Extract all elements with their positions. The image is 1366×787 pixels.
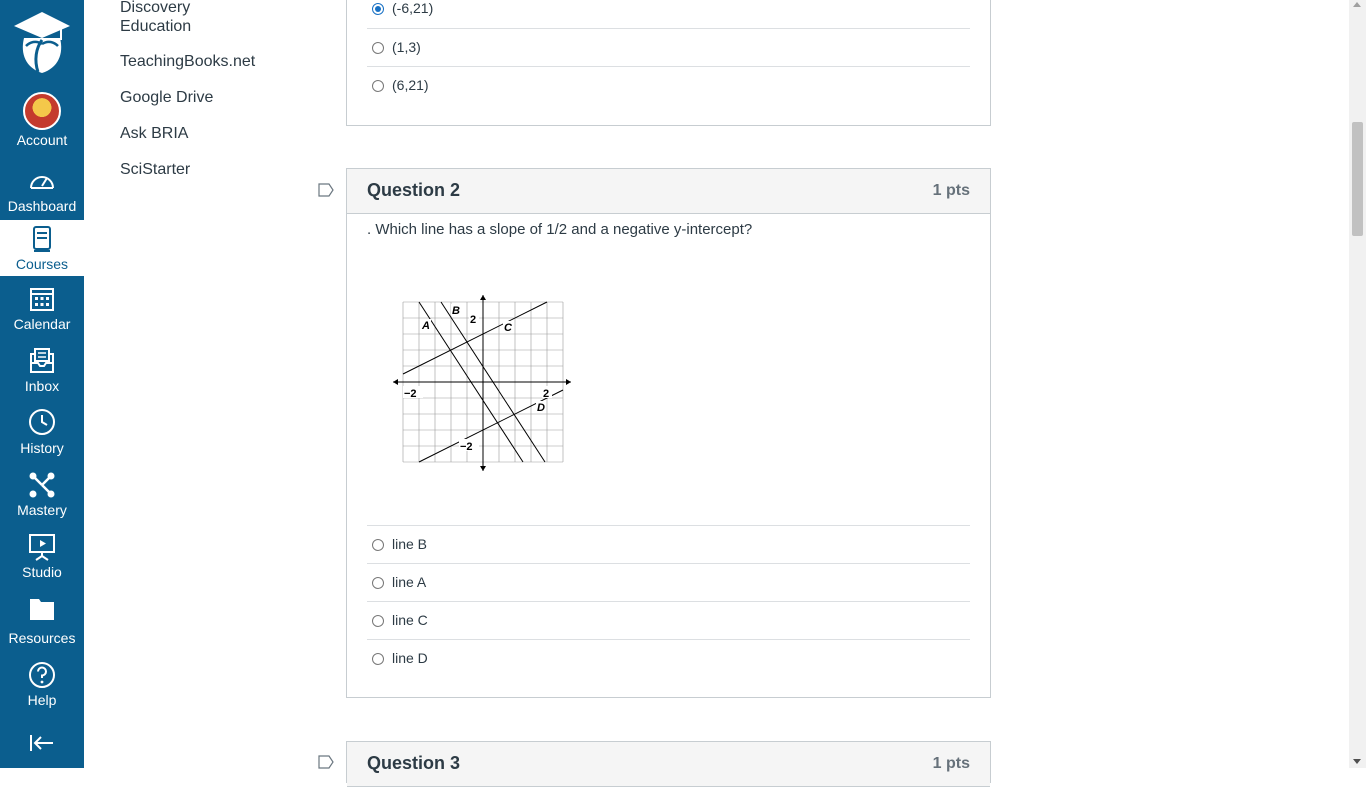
question-header: [347, 742, 990, 787]
calendar-icon: [27, 284, 57, 314]
question-2-card: [346, 168, 991, 698]
flag-question-icon[interactable]: [318, 183, 334, 197]
course-nav-label: Education: [120, 18, 192, 35]
course-nav-label: Discovery: [120, 0, 191, 16]
nav-calendar[interactable]: [0, 284, 84, 344]
mastery-icon: [27, 470, 57, 500]
course-navigation: [84, 0, 304, 768]
x-axis-arrow: [393, 379, 398, 385]
nav-resources[interactable]: [0, 594, 84, 650]
line-label-a: A: [422, 320, 430, 332]
nav-help[interactable]: [0, 660, 84, 720]
scrollbar-thumb[interactable]: [1352, 122, 1363, 236]
question-text: . Which line has a slope of 1/2 and a negative y-intercept?: [367, 221, 753, 238]
nav-courses-label: Courses: [15, 256, 69, 272]
answer-label: (6,21): [392, 77, 429, 93]
answer-radio[interactable]: [372, 615, 384, 627]
answer-option[interactable]: [367, 601, 970, 640]
course-nav-ask-bria[interactable]: Ask BRIA: [120, 125, 189, 142]
nav-history[interactable]: [0, 408, 84, 468]
answer-label: line C: [392, 612, 428, 628]
answer-radio[interactable]: [372, 577, 384, 589]
avatar: [23, 92, 61, 130]
question-1-card: [346, 0, 991, 126]
school-logo-icon[interactable]: [12, 10, 72, 76]
question-title: Question 3: [367, 753, 461, 773]
flag-question-icon[interactable]: [318, 755, 334, 769]
nav-account-label: Account: [16, 132, 68, 148]
scroll-down-arrow-icon[interactable]: [1353, 759, 1361, 764]
coordinate-graph: [391, 293, 575, 473]
folder-icon: [27, 594, 57, 624]
answer-option[interactable]: [367, 0, 970, 28]
tick-label-y-2: 2: [470, 314, 477, 326]
course-nav-google-drive[interactable]: Google Drive: [120, 89, 214, 106]
answer-radio[interactable]: [372, 80, 384, 92]
tick-label-x-neg2: −2: [404, 388, 417, 400]
nav-studio-label: Studio: [22, 564, 62, 580]
course-nav-scistarter[interactable]: SciStarter: [120, 161, 191, 178]
nav-studio[interactable]: [0, 532, 84, 592]
answer-label: (-6,21): [392, 0, 434, 16]
answer-option[interactable]: [367, 563, 970, 602]
answer-option[interactable]: [367, 66, 970, 105]
nav-courses[interactable]: [0, 220, 84, 276]
answer-radio[interactable]: [372, 3, 384, 15]
x-axis-arrow: [566, 379, 571, 385]
question-points: 1 pts: [932, 755, 970, 772]
scroll-up-arrow-icon[interactable]: [1353, 2, 1361, 7]
nav-mastery-label: Mastery: [17, 502, 67, 518]
nav-resources-label: Resources: [8, 630, 76, 646]
line-d: [419, 390, 563, 462]
answer-option[interactable]: [367, 525, 970, 564]
question-points: 1 pts: [932, 182, 970, 199]
question-header: [347, 169, 990, 214]
nav-history-label: History: [20, 440, 64, 456]
nav-inbox-label: Inbox: [24, 378, 60, 394]
nav-inbox[interactable]: [0, 346, 84, 406]
answer-label: (1,3): [392, 39, 421, 55]
inbox-icon: [27, 346, 57, 376]
tick-label-x-2: 2: [543, 388, 550, 400]
line-label-d: D: [537, 402, 545, 414]
courses-icon: [27, 224, 57, 254]
answer-label: line B: [392, 536, 428, 552]
y-axis-arrow: [480, 295, 486, 300]
answer-label: line A: [392, 574, 427, 590]
line-label-b: B: [452, 305, 460, 317]
course-nav-discovery-education[interactable]: [120, 0, 191, 36]
answer-option[interactable]: [367, 639, 970, 678]
page-scrollbar[interactable]: [1349, 0, 1366, 768]
collapse-nav-icon[interactable]: [29, 733, 55, 753]
answer-radio[interactable]: [372, 539, 384, 551]
tick-label-y-neg2: −2: [460, 441, 473, 453]
question-3-card: [346, 741, 991, 783]
course-nav-teachingbooks[interactable]: TeachingBooks.net: [120, 53, 256, 70]
dashboard-icon: [27, 166, 57, 196]
answer-option[interactable]: [367, 28, 970, 67]
nav-help-label: Help: [27, 692, 57, 708]
nav-account[interactable]: [0, 92, 84, 152]
history-icon: [27, 408, 57, 438]
studio-icon: [27, 532, 57, 562]
answer-radio[interactable]: [372, 653, 384, 665]
question-title: Question 2: [367, 180, 461, 200]
answer-label: line D: [392, 650, 428, 666]
y-axis-arrow: [480, 466, 486, 471]
answer-radio[interactable]: [372, 42, 384, 54]
nav-dashboard-label: Dashboard: [7, 198, 77, 214]
line-label-c: C: [504, 322, 512, 334]
nav-calendar-label: Calendar: [13, 316, 71, 332]
nav-dashboard[interactable]: [0, 166, 84, 226]
nav-mastery[interactable]: [0, 470, 84, 530]
global-navigation: [0, 0, 84, 768]
help-icon: [27, 660, 57, 690]
